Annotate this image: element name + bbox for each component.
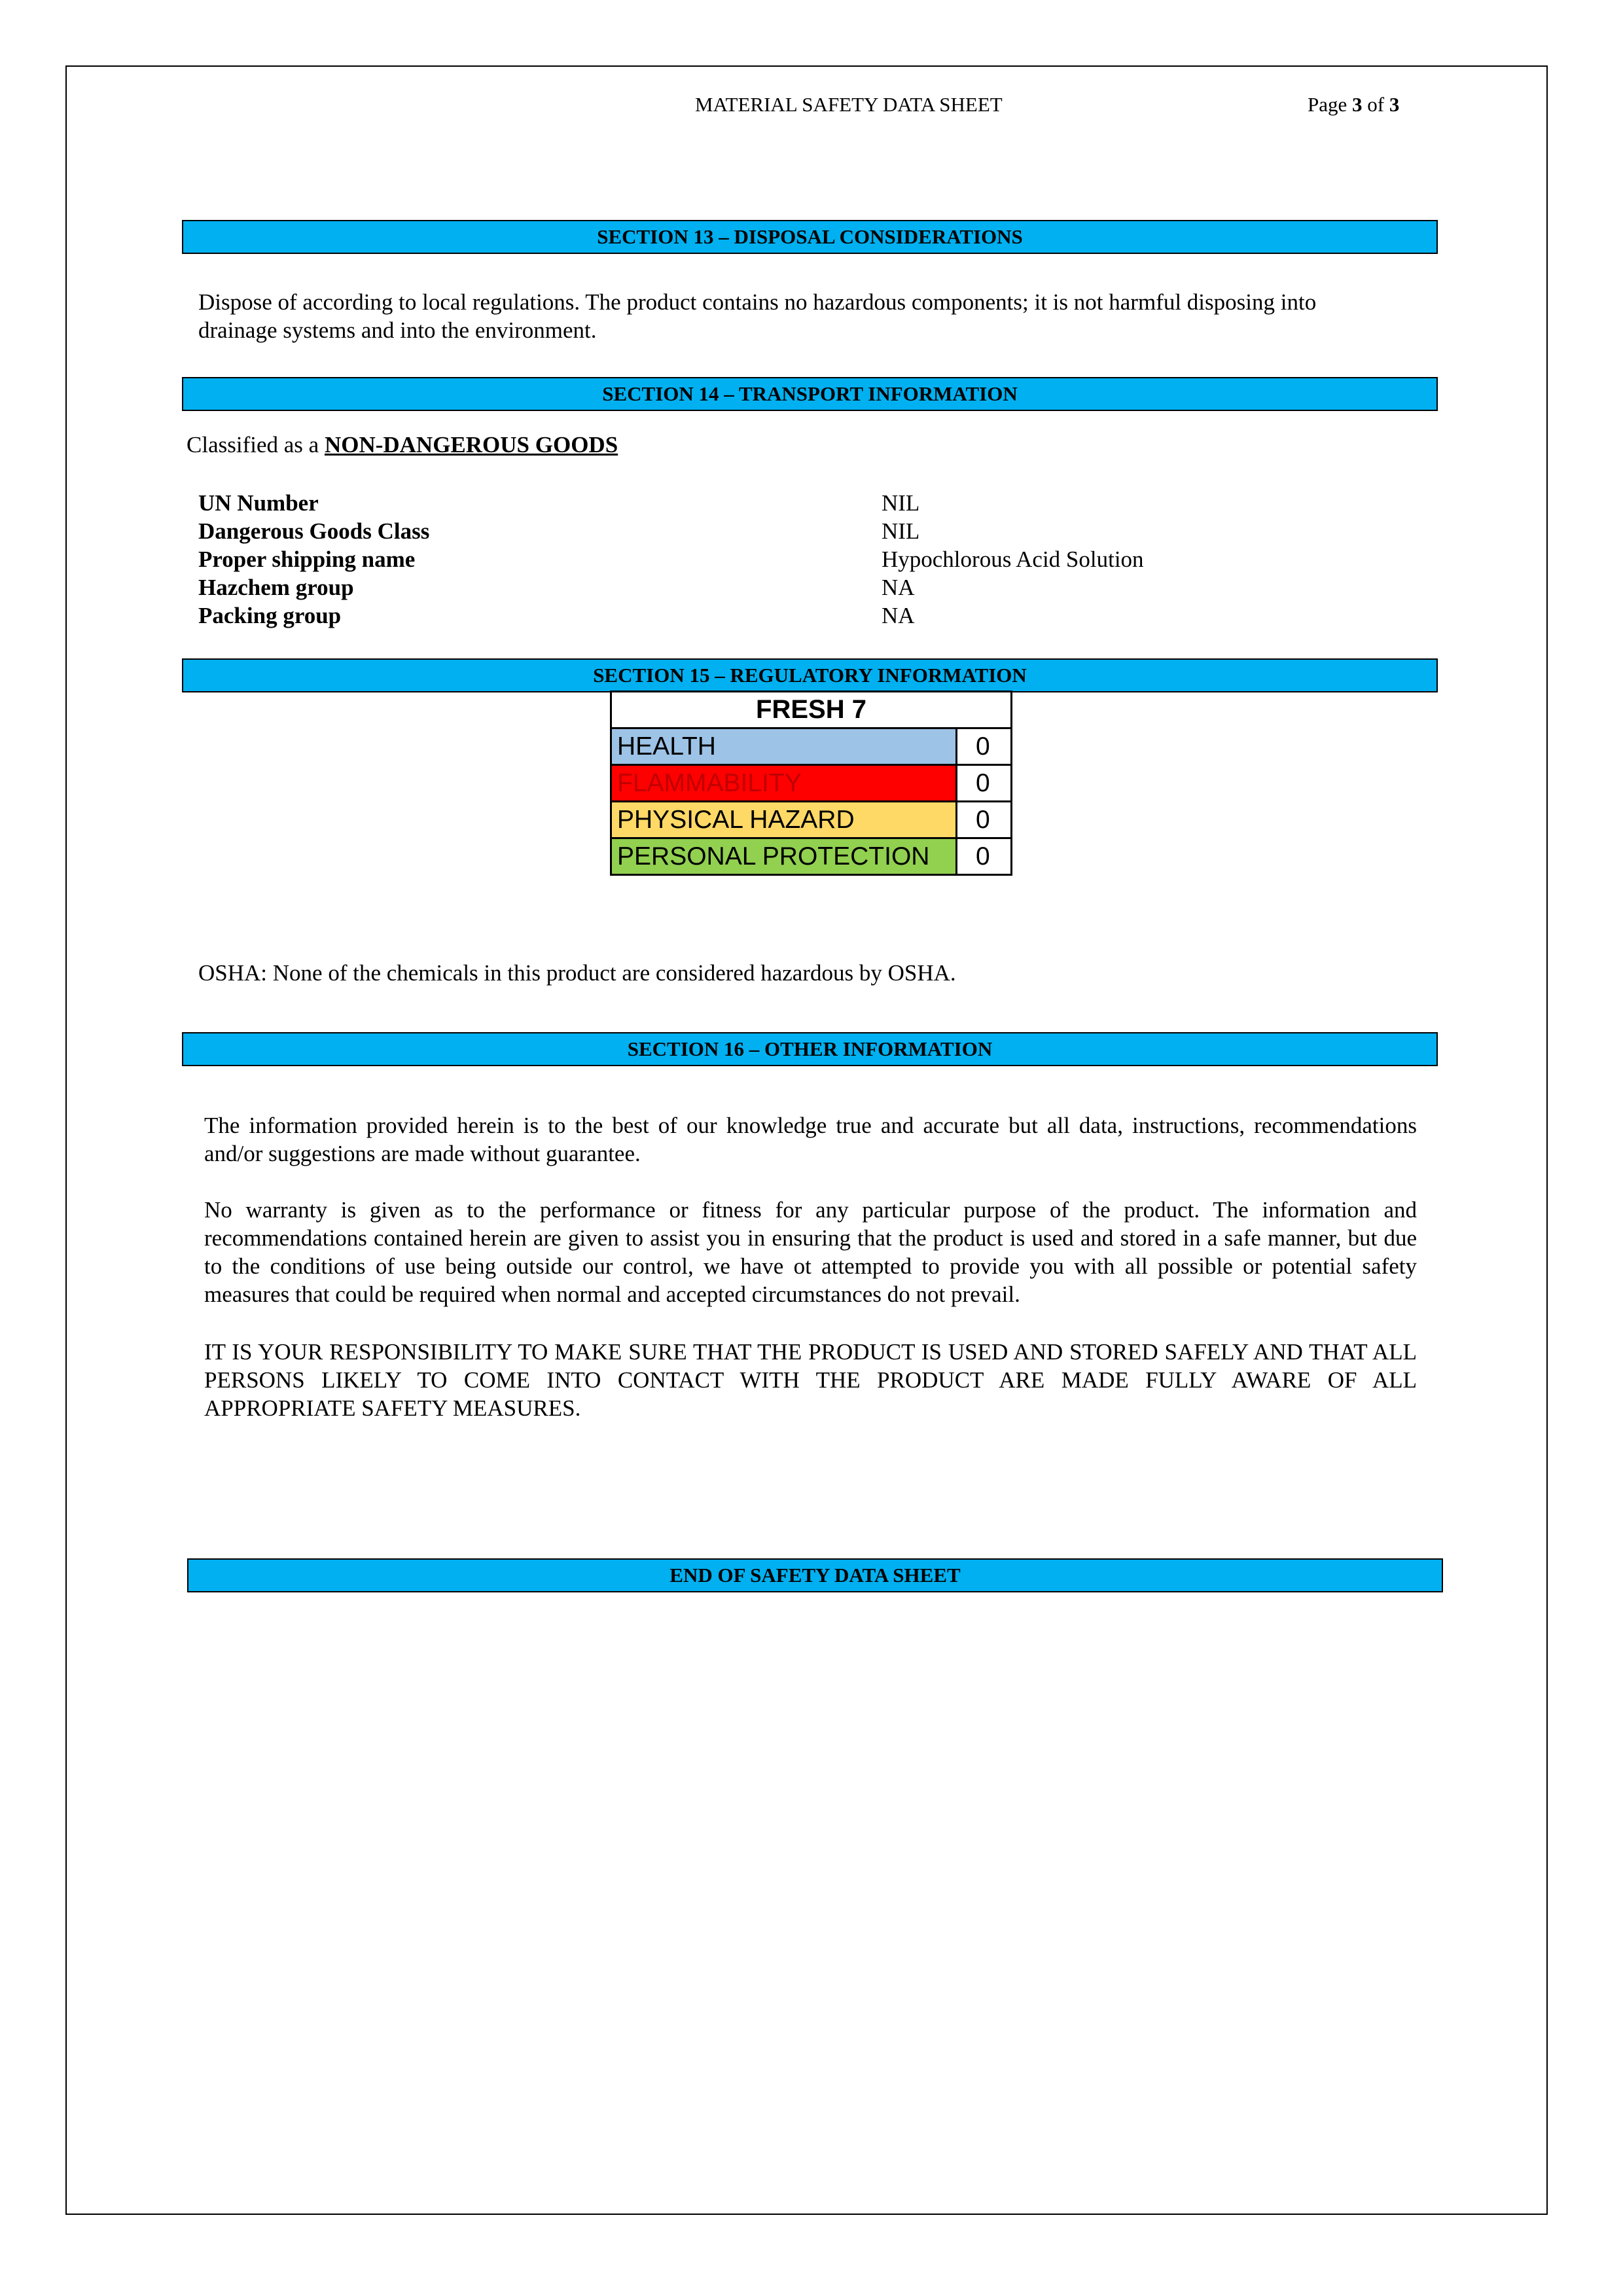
transport-label-packing: Packing group: [198, 603, 342, 628]
hazard-value: 0: [957, 838, 1012, 875]
page-total: 3: [1389, 93, 1400, 116]
hazard-value: 0: [957, 802, 1012, 838]
hazard-name: HEALTH: [611, 728, 957, 765]
hazard-row-flammability: [611, 765, 1012, 802]
transport-value-shipping-name: Hypochlorous Acid Solution: [882, 547, 1144, 572]
responsibility-statement: IT IS YOUR RESPONSIBILITY TO MAKE SURE THAT THE PRODUCT IS USED AND STORED SAFELY AND THAT ALL PERSONS LIKELY TO COME INTO CONTACT WITH THE PRODUCT ARE MADE FULLY AWARE OF ALL APPROPRIATE SAFETY MEASURES.: [204, 1339, 1417, 1421]
hazard-value: 0: [957, 765, 1012, 802]
hazard-row-physical: [611, 802, 1012, 838]
page-current: 3: [1352, 93, 1363, 116]
transport-label-hazchem: Hazchem group: [198, 575, 354, 600]
transport-value-un-number: NIL: [882, 490, 920, 516]
section-15-heading: SECTION 15 – REGULATORY INFORMATION: [182, 658, 1438, 692]
page-number: [1308, 93, 1399, 117]
classified-prefix: Classified as a: [187, 432, 319, 457]
document-title: MATERIAL SAFETY DATA SHEET: [695, 93, 1003, 116]
hazard-table-title: FRESH 7: [611, 692, 1012, 728]
hazard-name: PHYSICAL HAZARD: [611, 802, 957, 838]
transport-value-packing: NA: [882, 603, 915, 628]
transport-label-dg-class: Dangerous Goods Class: [198, 518, 430, 544]
hazard-value: 0: [957, 728, 1012, 765]
hazard-row-personal-protection: [611, 838, 1012, 875]
transport-label-shipping-name: Proper shipping name: [198, 547, 416, 572]
page-prefix: Page: [1308, 93, 1347, 116]
hazard-row-health: [611, 728, 1012, 765]
transport-value-dg-class: NIL: [882, 518, 920, 544]
osha-statement: OSHA: None of the chemicals in this product are considered hazardous by OSHA.: [198, 960, 956, 986]
end-of-sheet-bar: END OF SAFETY DATA SHEET: [187, 1558, 1443, 1592]
hazard-rating-table: [610, 691, 1012, 876]
section-13-heading: SECTION 13 – DISPOSAL CONSIDERATIONS: [182, 220, 1438, 254]
hazard-name: FLAMMABILITY: [611, 765, 957, 802]
hazard-name: PERSONAL PROTECTION: [611, 838, 957, 875]
classification-line: [187, 432, 618, 458]
other-info-paragraph-1: The information provided herein is to the best of our knowledge true and accurate but all data, instructions, recommendations and/or suggestions are made without guarantee.: [204, 1113, 1417, 1166]
page-of: of: [1367, 93, 1385, 116]
transport-value-hazchem: NA: [882, 575, 915, 600]
section-16-heading: SECTION 16 – OTHER INFORMATION: [182, 1032, 1438, 1066]
section-13-text: [198, 288, 1429, 344]
other-info-paragraph-2: No warranty is given as to the performance or fitness for any particular purpose of the product. The information and recommendations contained herein are given to assist you in ensuring that the product is used and stored in a safe manner, but due to the conditions of use being outside our control, we have ot attempted to provide you with all possible or potential safety measures that could be required when normal and accepted circumstances do not prevail.: [204, 1197, 1417, 1307]
section-13-line-1: Dispose of according to local regulations. The product contains no hazardous components; it is not harmful disposing into: [198, 289, 1317, 315]
transport-label-un-number: UN Number: [198, 490, 319, 516]
section-13-line-2: drainage systems and into the environment.: [198, 317, 597, 343]
classified-value: NON-DANGEROUS GOODS: [324, 432, 618, 457]
section-14-heading: SECTION 14 – TRANSPORT INFORMATION: [182, 377, 1438, 411]
